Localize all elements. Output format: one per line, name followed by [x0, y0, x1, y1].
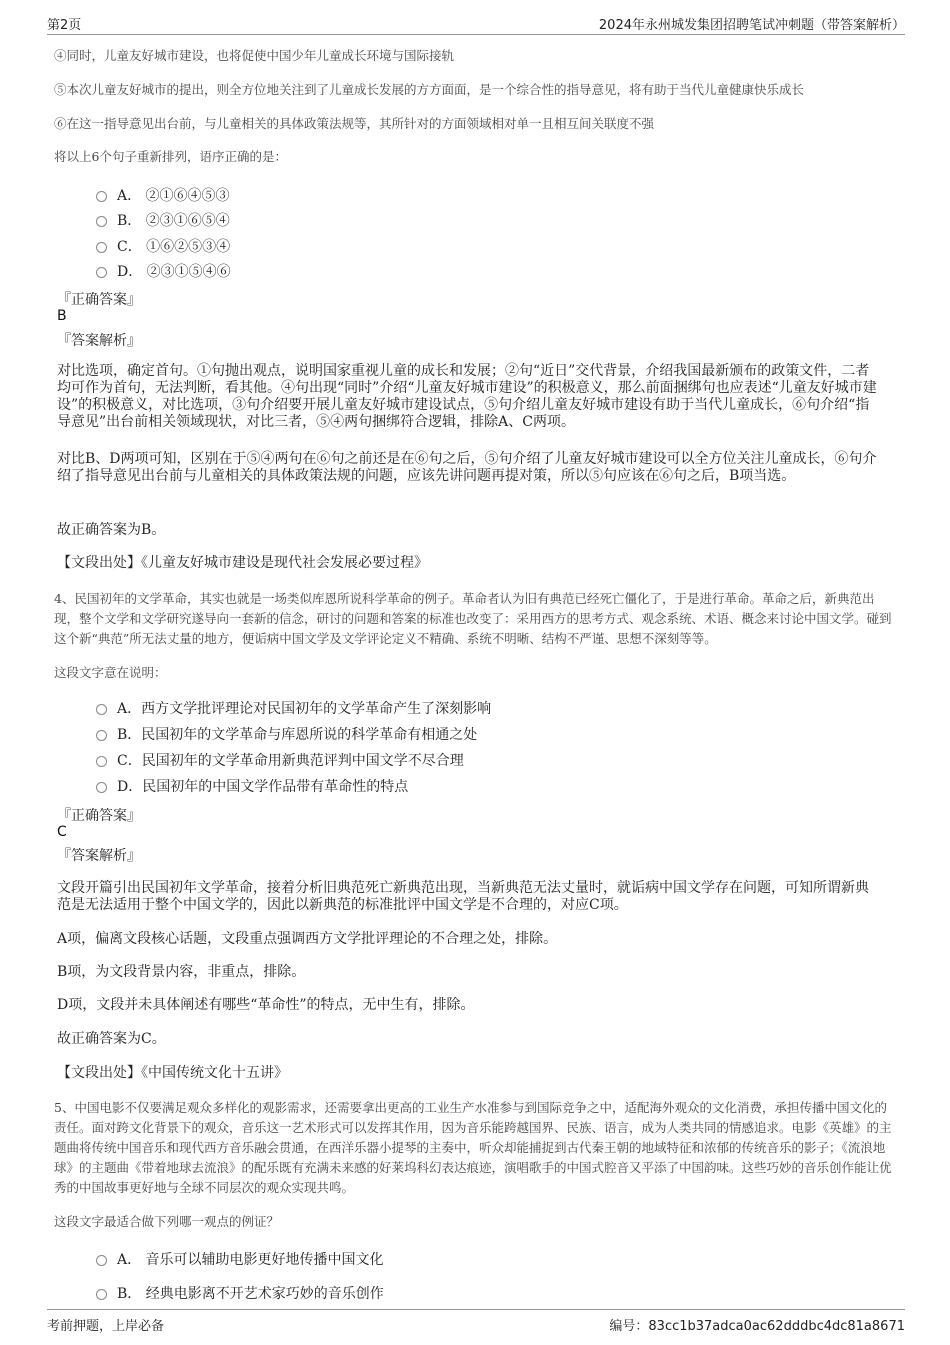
- q4-option-c[interactable]: C．民国初年的文学革命用新典范评判中国文学不尽合理: [96, 750, 464, 770]
- q4-option-d[interactable]: D．民国初年的中国文学作品带有革命性的特点: [96, 776, 408, 796]
- q3-option-a[interactable]: A． ②①⑥④⑤③: [96, 185, 230, 205]
- q4-analysis-option-d: D项，文段并未具体阐述有哪些“革命性”的特点，无中生有，排除。: [57, 997, 475, 1013]
- q3-option-c[interactable]: C． ①⑥②⑤③④: [96, 236, 230, 256]
- radio-icon[interactable]: [96, 242, 107, 253]
- q3-prompt: 将以上6个句子重新排列，语序正确的是：: [54, 149, 287, 164]
- q4-answer-heading: 『正确答案』: [57, 808, 141, 824]
- radio-icon[interactable]: [96, 1289, 107, 1300]
- radio-icon[interactable]: [96, 704, 107, 715]
- radio-icon[interactable]: [96, 267, 107, 278]
- q4-option-a[interactable]: A．西方文学批评理论对民国初年的文学革命产生了深刻影响: [96, 698, 491, 718]
- page-footer: [47, 1309, 905, 1334]
- q3-sentence-4: ④同时，儿童友好城市建设，也将促使中国少年儿童成长环境与国际接轨: [54, 48, 455, 63]
- q3-conclusion: 故正确答案为B。: [57, 522, 166, 538]
- page-number: 第2页: [47, 18, 82, 33]
- q4-prompt: 这段文字意在说明：: [54, 665, 167, 680]
- q3-answer: B: [57, 308, 67, 324]
- q3-option-d[interactable]: D． ②③①⑤④⑥: [96, 261, 231, 281]
- radio-icon[interactable]: [96, 756, 107, 767]
- q5-option-a[interactable]: A． 音乐可以辅助电影更好地传播中国文化: [96, 1249, 384, 1269]
- q3-option-b[interactable]: B． ②③①⑥⑤④: [96, 210, 230, 230]
- q4-conclusion: 故正确答案为C。: [57, 1031, 166, 1047]
- page-header: [47, 10, 905, 35]
- q4-answer: C: [57, 824, 67, 840]
- document-title: 2024年永州城发集团招聘笔试冲刺题（带答案解析）: [598, 18, 905, 33]
- q4-analysis-option-a: A项，偏离文段核心话题，文段重点强调西方文学批评理论的不合理之处，排除。: [57, 931, 558, 947]
- q3-sentence-6: ⑥在这一指导意见出台前，与儿童相关的具体政策法规等，其所针对的方面领域相对单一且相互间关联度不强: [54, 116, 655, 131]
- q4-option-b[interactable]: B．民国初年的文学革命与库恩所说的科学革命有相通之处: [96, 724, 477, 744]
- q3-answer-heading: 『正确答案』: [57, 292, 141, 308]
- radio-icon[interactable]: [96, 782, 107, 793]
- q5-option-b[interactable]: B． 经典电影离不开艺术家巧妙的音乐创作: [96, 1283, 384, 1303]
- footer-slogan: 考前押题，上岸必备: [47, 1319, 165, 1334]
- q3-sentence-5: ⑤本次儿童友好城市的提出，则全方位地关注到了儿童成长发展的方方面面，是一个综合性的指导意见，将有助于当代儿童健康快乐成长: [54, 82, 805, 97]
- q5-stem: 5、中国电影不仅要满足观众多样化的观影需求，还需要拿出更高的工业生产水准参与到国际竞争之中，适配海外观众的文化消费，承担传播中国文化的责任。面对跨文化背景下的观众，音乐这一艺术形式可以发挥其作用，因为音乐能跨越国界、民族、语言，成为人类共同的情感追求。电影《英雄》的主题曲将传统中国音乐和现代西方音乐融会贯通，在西洋乐器小提琴的主奏中，听众却能捕捉到古代秦王朝的地域特征和浓郁的传统音乐的影子；《流浪地球》的主题曲《带着地球去流浪》的配乐既有充满未来感的好莱坞科幻表达痕迹，演唱歌手的中国式腔音又平添了中国韵味。这些巧妙的音乐创作能让优秀的中国故事更好地与全球不同层次的观众实现共鸣。: [54, 1100, 892, 1195]
- q4-source: 【文段出处】《中国传统文化十五讲》: [57, 1065, 288, 1081]
- radio-icon[interactable]: [96, 191, 107, 202]
- q4-analysis-option-b: B项，为文段背景内容，非重点，排除。: [57, 964, 306, 980]
- q5-prompt: 这段文字最适合做下列哪一观点的例证？: [54, 1214, 280, 1229]
- q4-stem: 4、民国初年的文学革命，其实也就是一场类似库恩所说科学革命的例子。革命者认为旧有典范已经死亡僵化了，于是进行革命。革命之后，新典范出现，整个文学和文学研究遂导向一套新的信念，研讨的问题和答案的标准也改变了：采用西方的思考方式、观念系统、术语、概念来讨论中国文学。碰到这个新“典范”所无法丈量的地方，便诟病中国文学及文学评论定义不精确、系统不明晰、结构不严谨、思想不深刻等等。: [54, 591, 892, 646]
- q4-analysis-heading: 『答案解析』: [57, 848, 141, 864]
- radio-icon[interactable]: [96, 1255, 107, 1266]
- radio-icon[interactable]: [96, 730, 107, 741]
- document-id: 编号：83cc1b37adca0ac62dddbc4dc81a8671: [609, 1319, 905, 1334]
- q3-analysis-heading: 『答案解析』: [57, 333, 141, 349]
- q3-analysis-paragraph-1: 对比选项，确定首句。①句抛出观点，说明国家重视儿童的成长和发展；②句“近日”交代背景，介绍我国最新颁布的政策文件，二者均可作为首句，无法判断，看其他。④句出现“同时”介绍“儿童友好城市建设”的积极意义，那么前面捆绑句也应表述“儿童友好城市建设”的积极意义，对比选项，③句介绍要开展儿童友好城市建设试点，⑤句介绍儿童友好城市建设有助于当代儿童成长，⑥句介绍“指导意见”出台前相关领域现状，对比三者，⑤④两句捆绑符合逻辑，排除A、C两项。: [57, 363, 877, 430]
- q3-source: 【文段出处】《儿童友好城市建设是现代社会发展必要过程》: [57, 555, 428, 571]
- q4-analysis-paragraph-1: 文段开篇引出民国初年文学革命，接着分析旧典范死亡新典范出现，当新典范无法丈量时，就诟病中国文学存在问题，可知所谓新典范是无法适用于整个中国文学的，因此以新典范的标准批评中国文学是不合理的，对应C项。: [57, 880, 869, 913]
- radio-icon[interactable]: [96, 216, 107, 227]
- q3-analysis-paragraph-2: 对比B、D两项可知，区别在于⑤④两句在⑥句之前还是在⑥句之后，⑤句介绍了儿童友好城市建设可以全方位关注儿童成长，⑥句介绍了指导意见出台前与儿童相关的具体政策法规的问题，应该先讲问题再提对策，所以⑤句应该在⑥句之后，B项当选。: [57, 451, 877, 484]
